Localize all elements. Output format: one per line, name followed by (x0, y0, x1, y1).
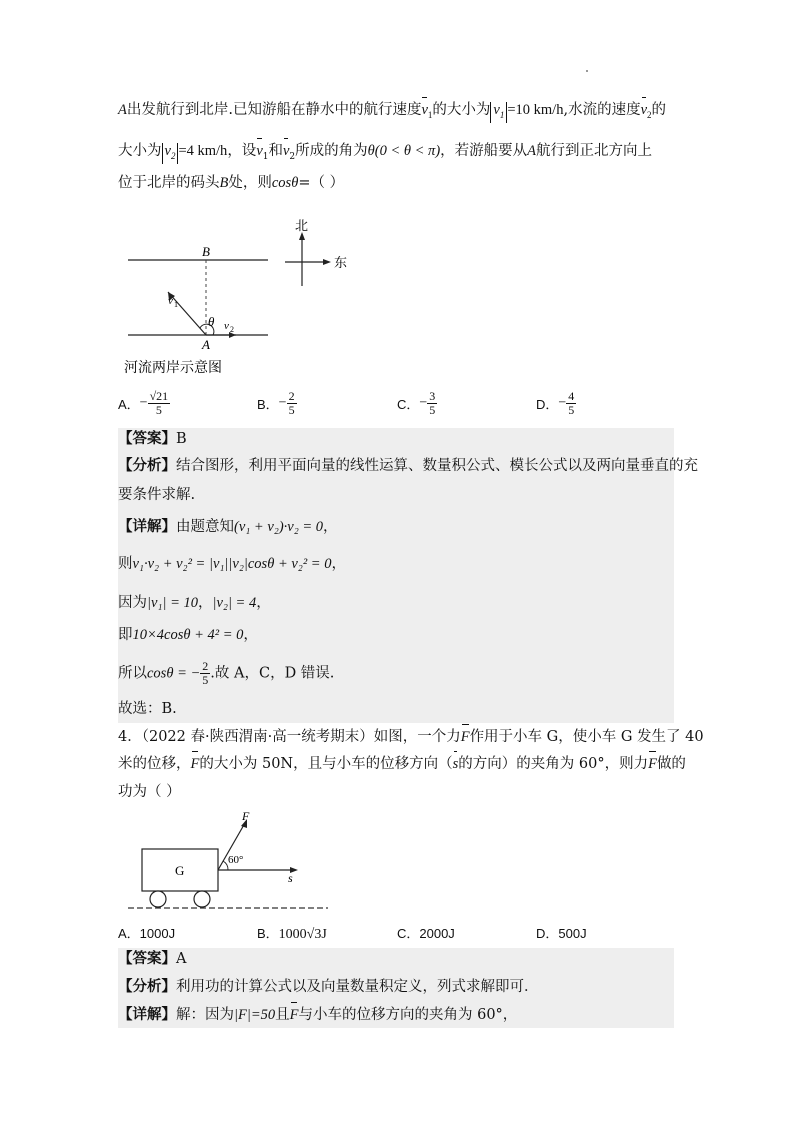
label-theta: θ (208, 314, 215, 329)
abs-v1: $v_1$ (490, 102, 507, 123)
q3-option-a[interactable]: A．− $\frac{√21}{5}$ (118, 389, 169, 417)
q3-answer-line: 【答案】B (118, 430, 187, 447)
q3-answer-value: B (176, 431, 187, 447)
q4-option-a[interactable]: A．1000J (118, 926, 176, 941)
label-f: F (242, 809, 250, 823)
q4-answer-value: A (176, 951, 187, 967)
cart-wheel-left (150, 891, 166, 907)
q3-line-2: 大小为 $v_2 =4$ km/h，设$v_1$和$v_2$所成的角为θ(0 < θ < π)，若游船要从A航行到正北方向上 (118, 140, 652, 168)
q3-detail-line-4: 即10×4cosθ + 4² = 0， (118, 627, 258, 643)
cart-wheel-right (194, 891, 210, 907)
q4-answer-line: 【答案】A (118, 950, 187, 967)
cart-label-g: G (175, 863, 185, 878)
q3-line-1: A出发航行到北岸.已知游船在静水中的航行速度$v_1$的大小为 $v_1 =10$ km/h,水流的速度$v_2$的 (118, 99, 666, 126)
q3-option-c[interactable]: C．− $\frac{3}{5}$ (397, 389, 436, 417)
label-a: A (202, 337, 210, 352)
q4-line-2: 米的位移，F的大小为 50N，且与小车的位移方向（s的方向）的夹角为 60°，则力F做的 (118, 753, 686, 775)
north-arrowhead (299, 232, 305, 240)
label-b: B (202, 244, 210, 259)
q3-analysis-line-2: 要条件求解. (118, 487, 196, 503)
q3-option-d[interactable]: D．− $\frac{4}{5}$ (536, 389, 575, 417)
q3-detail-line-5: 所以cosθ = − $\frac{2}{5}$ .故 A，C，D 错误. (118, 659, 335, 687)
label-angle: 60° (228, 854, 244, 866)
compass-diagram (280, 218, 360, 288)
q4-line-3: 功为（ ） (118, 784, 181, 800)
label-v2: v (224, 320, 229, 332)
label-v1: v (168, 295, 173, 307)
svg-text:2: 2 (230, 325, 234, 334)
diagram-caption: 河流两岸示意图 (124, 361, 222, 376)
q4-option-d[interactable]: D．500J (536, 926, 587, 941)
q4-line-1: 4．（2022 春·陕西渭南·高一统考期末）如图，一个力F作用于小车 G，使小车 G 发生了 40 (118, 726, 704, 748)
q3-detail-line-2: 则v₁·v₂ + v₂² = |v₁||v₂|cosθ + v₂² = 0， (118, 556, 346, 572)
q3-analysis-line-1: 【分析】结合图形，利用平面向量的线性运算、数量积公式、模长公式以及两向量垂直的充 (118, 457, 698, 474)
q4-detail-line: 【详解】解：因为|F|=50且F与小车的位移方向的夹角为 60°， (118, 1004, 517, 1026)
abs-v2: $v_2$ (162, 143, 179, 164)
v1-arrow (168, 292, 206, 335)
east-label: 东 (334, 255, 348, 270)
q4-option-b[interactable]: B．1000√3J (257, 926, 327, 942)
svg-text:1: 1 (174, 300, 178, 309)
q3-detail-line-1: 【详解】由题意知(v₁ + v₂)·v₂ = 0， (118, 518, 338, 535)
north-label: 北 (295, 218, 309, 233)
cart-diagram (128, 806, 328, 916)
east-arrowhead (323, 259, 331, 265)
label-s: s (288, 871, 293, 885)
q4-option-c[interactable]: C．2000J (397, 926, 455, 941)
page-mark (586, 70, 588, 72)
q3-detail-line-6: 故选：B. (118, 701, 177, 717)
q4-analysis-line: 【分析】利用功的计算公式以及向量数量积定义，列式求解即可． (118, 978, 539, 995)
q3-line-3: 位于北岸的码头B处，则cosθ=（ ） (118, 175, 345, 191)
point-a: A (118, 102, 127, 118)
q3-detail-line-3: 因为|v₁| = 10，|v₂| = 4， (118, 595, 271, 611)
q3-option-b[interactable]: B．− $\frac{2}{5}$ (257, 389, 295, 417)
